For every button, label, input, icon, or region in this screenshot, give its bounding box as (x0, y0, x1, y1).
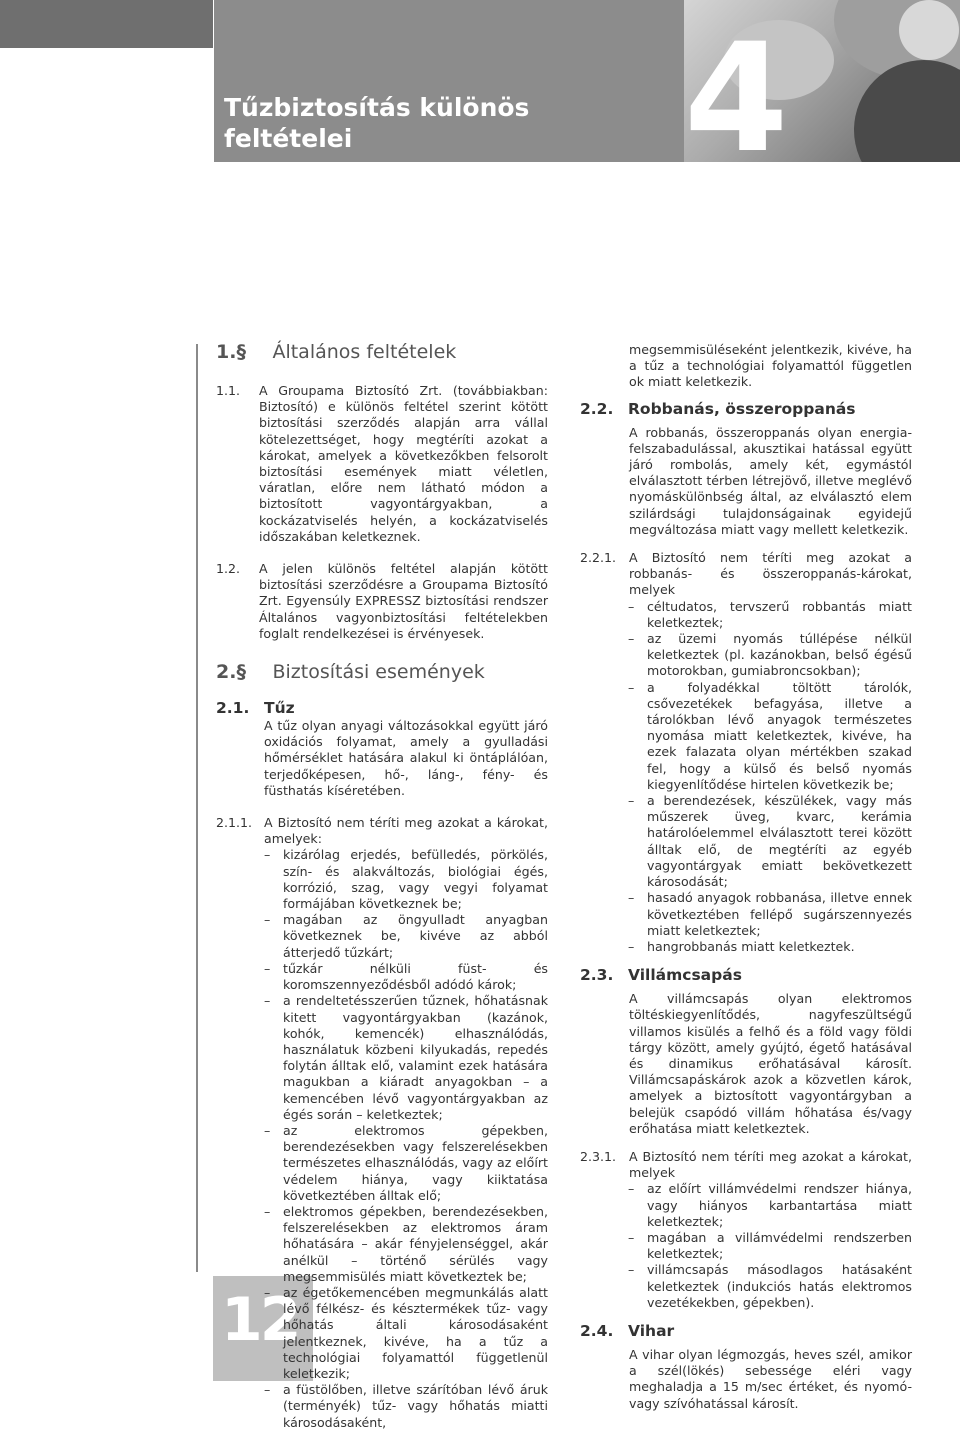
list-item: – tűzkár nélküli füst- és koromszennyeződésből adódó károk; (283, 961, 548, 993)
paragraph-2-2-1: 2.2.1. A Biztosító nem téríti meg azokat a robbanás- és összeroppanás-károkat, melyek (580, 550, 912, 598)
list-item: – magában a villámvédelmi rendszerben keletkeztek; (647, 1230, 912, 1262)
list-item: – céltudatos, tervszerű robbantás miatt keletkeztek; (647, 599, 912, 631)
paragraph-2-3-1: 2.3.1. A Biztosító nem téríti meg azokat a károkat, melyek (580, 1148, 912, 1181)
left-column (216, 340, 548, 1431)
right-column (580, 342, 912, 1412)
header-strip (0, 0, 213, 48)
list-item: – a berendezések, készülékek, vagy más műszerek üveg, kvarc, kerámia határolóelemmel elválasztott terei között álltak elő, de megtéríti az egyéb vagyontárgyak emiatt bekövetkezett károsodását; (647, 793, 912, 890)
heading-2-4: 2.4. Vihar (580, 1321, 675, 1340)
paragraph-2-1-1: 2.1.1. A Biztosító nem téríti meg azokat a károkat, amelyek: (216, 815, 548, 847)
paragraph-1-1: 1.1. A Groupama Biztosító Zrt. (továbbiakban: Biztosító) e különös feltétel szerint kötött biztosítási szerződés alapján arra vállal kötelezettséget, hogy megtéríti azokat a károkat, amelyek a következőkben felsorolt biztosítási események miatt véletlen, váratlan, előre nem látható módon a biztosított vagyontárgyakban, a kockázatviselés helyén, a kockázatviselés időszakában keletkeznek. (216, 383, 548, 544)
chapter-title: Tűzbiztosítás különös feltételei (224, 93, 530, 153)
heading-2-3: 2.3. Villámcsapás (580, 966, 742, 985)
paragraph-2-4: A vihar olyan légmozgás, heves szél, amikor a szél(lökés) sebessége eléri vagy meghaladja a 15 m/sec értéket, és nyomó- vagy szívóhatással károsít. (629, 1346, 912, 1411)
paragraph-2-1: A tűz olyan anyagi változásokkal együtt járó oxidációs folyamat, amely a gyulladási hőmérséklet hatására alakul ki öntáplálóan, terjedőképesen, hő-, láng-, fény- és füsthatás kíséretében. (264, 718, 548, 798)
paragraph-2-3: A villámcsapás olyan elektromos töltéskiegyenlítődés, nagyfeszültségű villamos kisülés a felhő és a föld vagy földi tárgy között, amely gyújtó, égető hatásával és dinamikus erőhatásával károsít. Villámcsapáskárok azok a közvetlen károk, amelyek a biztosított vagyontárgyban a belejük csapódó villám hőhatása és/vagy erőhatása miatt keletkeztek. (629, 991, 912, 1136)
page-number: 12 (221, 1285, 299, 1355)
section-mark: § (236, 341, 246, 363)
list-item: – hasadó anyagok robbanása, illetve ennek következtében fellépő sugárszennyezés miatt keletkeztek; (647, 890, 912, 939)
list-item: – az elektromos gépekben, berendezésekben vagy felszerelésekben természetes elhasználódás, vagy az előírt védelem hiánya, vagy kiiktatása következtében álltak elő; (283, 1123, 548, 1204)
exclusion-list-2-3-1 (580, 1181, 912, 1311)
chapter-title-box (214, 0, 684, 162)
paragraph-2-2: A robbanás, összeroppanás olyan energia-felszabadulással, akusztikai hatással együtt járó rombolás, amely két, egymástól elválasztott térben létrejövő, illetve meglévő nyomáskülönbség által, az elválasztó elem szilárdsági tulajdonságainak egyidejű megváltozása miatt vagy mellett keletkezik. (629, 424, 912, 537)
heading-2-2: 2.2. Robbanás, összeroppanás (580, 399, 856, 418)
list-item: – kizárólag erjedés, befülledés, pörkölés, szín- és alakváltozás, biológiai égés, korrózió, szag, vagy vegyi folyamat formájában következnek be; (283, 847, 548, 912)
list-item: – az előírt villámvédelmi rendszer hiánya, vagy hiányos karbantartása miatt keletkeztek; (647, 1181, 912, 1230)
exclusion-list-2-1-1 (216, 847, 548, 1430)
list-item: – elektromos gépekben, berendezésekben, felszerelésekben az elektromos áram hőhatására – akár fényjelenséggel, akár anélkül – történő sérülés vagy megsemmisülés miatt következtek be; (283, 1204, 548, 1285)
section-mark: § (236, 661, 246, 684)
chapter-number: 4 (684, 12, 783, 186)
heading-2-1: 2.1. Tűz (216, 699, 295, 718)
section-heading-2: 2.§ Biztosítási események (216, 661, 485, 684)
list-item: – az égetőkemencében megmunkálás alatt lévő félkész- és késztermékek tűz- vagy hőhatás általi károsodásaként jelentkeznek, kivéve, ha a tűz a technológiai folyamattól függetlenül keletkezik; (283, 1285, 548, 1382)
list-item: – a rendeltetésszerűen tűznek, hőhatásnak kitett vagyontárgyakban (kazánok, kohók, kemencék) elhasználódás, használatuk közbeni kilyukadás, repedés folytán álltak elő, valamint ezek hatására magukban a kiáradt anyagokban – a kemencében lévő vagyontárgyakban az égés során – keletkeztek; (283, 993, 548, 1123)
list-item: – villámcsapás másodlagos hatásaként keletkeztek (indukciós hatás elektromos vezetékekben, gépekben). (647, 1262, 912, 1311)
list-item: – az üzemi nyomás túllépése nélkül keletkeztek (pl. kazánokban, belső égésű motorokban, gumiabroncsokban); (647, 631, 912, 680)
list-item: – hangrobbanás miatt keletkeztek. (647, 939, 912, 955)
exclusion-list-2-2-1 (580, 599, 912, 955)
continued-paragraph: megsemmisüléseként jelentkezik, kivéve, ha a tűz a technológiai folyamattól független ok miatt keletkezik. (629, 342, 912, 390)
list-item: – magában az öngyulladt anyagban következnek be, kivéve az abból átterjedő tűzkárt; (283, 912, 548, 961)
section-heading-1: 1.§ Általános feltételek (216, 341, 457, 363)
list-item: – a füstölőben, illetve szárítóban lévő áruk (terményék) tűz- vagy hőhatás miatti károsodásaként, (283, 1382, 548, 1431)
paragraph-1-2: 1.2. A jelen különös feltétel alapján kötött biztosítási szerződésre a Groupama Biztosító Zrt. Egyensúly EXPRESSZ biztosítási rendszer Általános vagyonbiztosítási feltételekben foglalt rendelkezései is érvényesek. (216, 561, 548, 641)
vertical-rule (196, 344, 198, 1272)
list-item: – a folyadékkal töltött tárolók, csővezetékek befagyása, illetve a tárolókban lévő anyagok természetes nyomása miatt keletkeztek, kivéve, ha ezek falazata olyan mértékben szakad fel, hogy a külső és belső nyomás kiegyenlítődése hirtelen következik be; (647, 680, 912, 793)
